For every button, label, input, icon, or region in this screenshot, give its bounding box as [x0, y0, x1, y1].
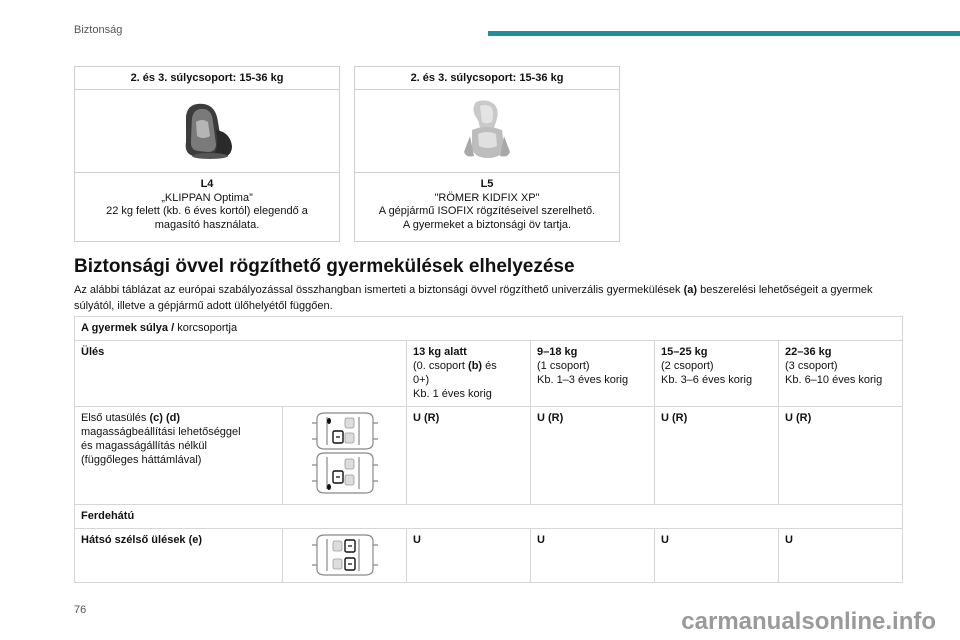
table-row: [75, 407, 903, 505]
seat-code: L5: [480, 178, 494, 190]
seat-desc-line: A gyermeket a biztonsági öv tartja.: [402, 218, 572, 231]
group-text: (0. csoport: [413, 360, 469, 372]
group-line: (1 csoport): [537, 360, 590, 372]
group-weight: 22–36 kg: [785, 346, 832, 358]
table-row: [75, 317, 903, 341]
rear-seat-value-cell: U: [655, 529, 779, 583]
front-seat-value-cell: U (R): [655, 407, 779, 505]
group-line: Kb. 1 éves korig: [413, 388, 492, 400]
rear-seat-value-cell: U: [407, 529, 531, 583]
front-seat-value-cell: U (R): [407, 407, 531, 505]
group-line: (2 csoport): [661, 360, 714, 372]
front-seat-value-cell: U (R): [531, 407, 655, 505]
group-line: Kb. 1–3 éves korig: [537, 374, 629, 386]
table-row: [75, 505, 903, 529]
group-line: 0+): [413, 374, 430, 386]
front-seat-line: magasságbeállítási lehetőséggel: [81, 426, 241, 438]
seat-desc-line: magasító használata.: [154, 218, 260, 231]
section-label: Biztonság: [74, 24, 123, 36]
intro-footnote-ref: (a): [683, 284, 698, 296]
intro-text: Az alábbi táblázat az európai szabályozással összhangban ismerteti a biztonsági övvel rögzíthető univerzális gyermekülések: [74, 284, 684, 296]
seat-desc-line: A gépjármű ISOFIX rögzítéseivel szerelhető.: [378, 205, 596, 217]
front-seat-footnote-ref: (c) (d): [149, 412, 181, 424]
child-seat-placement-table: [74, 316, 903, 583]
seat-desc-line: „KLIPPAN Optima”: [161, 191, 253, 204]
seat-card-l5: [354, 66, 620, 242]
seat-header-cell: Ülés: [75, 341, 407, 407]
front-seat-line: és magasságállítás nélkül: [81, 440, 207, 452]
group-footnote-ref: (b): [468, 360, 483, 372]
car-rear-outer-seats-icon: [283, 529, 407, 583]
section-heading: Biztonsági övvel rögzíthető gyermekülések elhelyezése: [74, 256, 575, 277]
group-header-cell: [531, 341, 655, 407]
rear-seat-value-cell: U: [531, 529, 655, 583]
group-weight: 13 kg alatt: [413, 346, 467, 358]
seat-desc-line: 22 kg felett (kb. 6 éves kortól) elegendő a: [106, 205, 308, 217]
group-weight: 9–18 kg: [537, 346, 578, 358]
car-front-passenger-seat-icon: [283, 407, 407, 505]
body-type-cell: Ferdehátú: [75, 505, 903, 529]
front-seat-label-cell: [75, 407, 283, 505]
weight-label: A gyermek súlya /: [81, 322, 175, 334]
group-header-cell: [407, 341, 531, 407]
group-header-cell: [779, 341, 903, 407]
front-seat-text: Első utasülés: [81, 412, 150, 424]
front-seat-label: [81, 411, 276, 425]
seat-card-description: [75, 173, 339, 232]
group-header-cell: [655, 341, 779, 407]
booster-seat-light-icon: [355, 90, 619, 173]
seat-card-l4: [74, 66, 340, 242]
weight-header-cell: [75, 317, 903, 341]
front-seat-value-cell: U (R): [779, 407, 903, 505]
intro-paragraph: [74, 282, 904, 314]
seat-desc-line: "RÖMER KIDFIX XP": [434, 191, 540, 204]
seat-card-description: [355, 173, 619, 232]
group-line: (3 csoport): [785, 360, 838, 372]
table-row: [75, 529, 903, 583]
group-line: Kb. 6–10 éves korig: [785, 374, 883, 386]
group-weight: 15–25 kg: [661, 346, 708, 358]
booster-seat-dark-icon: [75, 90, 339, 173]
seat-card-title: 2. és 3. súlycsoport: 15-36 kg: [355, 67, 619, 90]
weight-label-rest: korcsoportja: [174, 322, 238, 334]
group-line: [413, 359, 524, 373]
page-number: 76: [74, 604, 87, 616]
intro-text: beszerelési lehetőségeit a gyermek súlyától, illetve a gépjármű adott ülőhelyétől függően.: [74, 284, 873, 312]
table-row: [75, 341, 903, 407]
rear-seat-value-cell: U: [779, 529, 903, 583]
group-text: és: [482, 360, 497, 372]
header-accent-bar: [488, 31, 960, 36]
rear-seat-label-cell: Hátsó szélső ülések (e): [75, 529, 283, 583]
watermark: carmanualsonline.info: [681, 608, 936, 635]
front-seat-line: (függőleges háttámlával): [81, 454, 202, 466]
group-line: Kb. 3–6 éves korig: [661, 374, 753, 386]
seat-card-title: 2. és 3. súlycsoport: 15-36 kg: [75, 67, 339, 90]
seat-code: L4: [200, 178, 214, 190]
